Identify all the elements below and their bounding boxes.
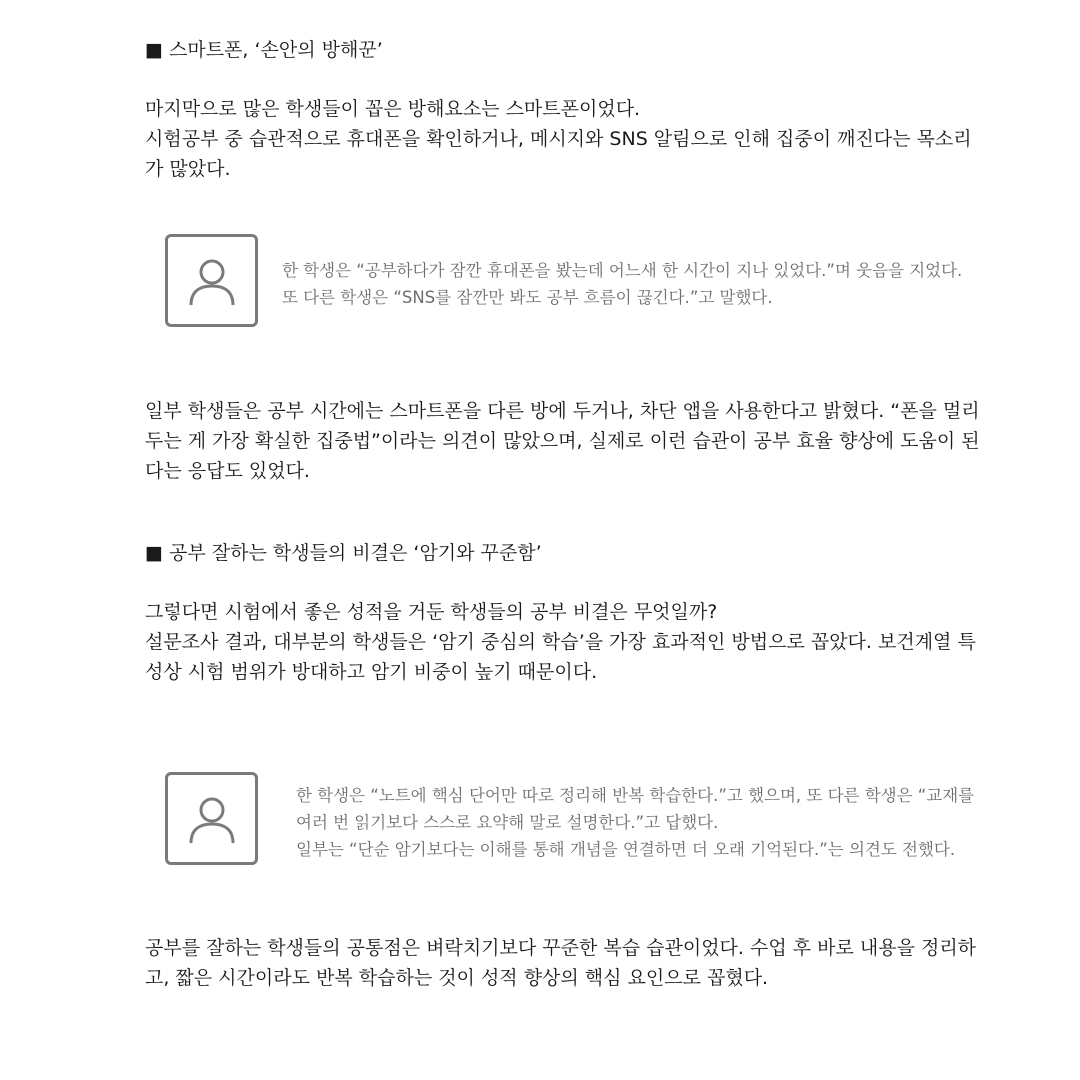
paragraph-line: 마지막으로 많은 학생들이 꼽은 방해요소는 스마트폰이었다. [145,98,641,120]
paragraph-smartphone-solutions [145,396,980,486]
paragraph-line: 그렇다면 시험에서 좋은 성적을 거둔 학생들의 공부 비결은 무엇일까? [145,601,718,623]
quote-text [282,257,962,311]
quote-line: 여러 번 읽기보다 스스로 요약해 말로 설명한다.”고 답했다. [296,813,719,832]
paragraph-study-secret-intro [145,597,975,687]
paragraph-line: 다는 응답도 있었다. [145,460,310,482]
quote-line: 한 학생은 “공부하다가 잠깐 휴대폰을 봤는데 어느새 한 시간이 지나 있었다.”며 웃음을 지었다. [282,261,963,280]
paragraph-line: 가 많았다. [145,158,231,180]
quote-line: 한 학생은 “노트에 핵심 단어만 따로 정리해 반복 학습한다.”고 했으며, 또 다른 학생은 “교재를 [296,786,975,805]
user-avatar-icon [165,772,258,865]
paragraph-line: 시험공부 중 습관적으로 휴대폰을 확인하거나, 메시지와 SNS 알림으로 인해 집중이 깨진다는 목소리 [145,128,972,150]
paragraph-study-habits [145,933,975,993]
paragraph-line: 성상 시험 범위가 방대하고 암기 비중이 높기 때문이다. [145,661,598,683]
user-avatar-icon [165,234,258,327]
paragraph-line: 두는 게 가장 확실한 집중법”이라는 의견이 많았으며, 실제로 이런 습관이 공부 효율 향상에 도움이 된 [145,430,980,452]
paragraph-line: 공부를 잘하는 학생들의 공통점은 벼락치기보다 꾸준한 복습 습관이었다. 수업 후 바로 내용을 정리하 [145,937,977,959]
quote-text [296,782,974,863]
section-heading-smartphone: ■ 스마트폰, ‘손안의 방해꾼’ [145,39,383,61]
paragraph-line: 고, 짧은 시간이라도 반복 학습하는 것이 성적 향상의 핵심 요인으로 꼽혔다. [145,967,769,989]
quote-line: 일부는 “단순 암기보다는 이해를 통해 개념을 연결하면 더 오래 기억된다.”는 의견도 전했다. [296,840,956,859]
quote-line: 또 다른 학생은 “SNS를 잠깐만 봐도 공부 흐름이 끊긴다.”고 말했다. [282,288,773,307]
paragraph-line: 설문조사 결과, 대부분의 학생들은 ‘암기 중심의 학습’을 가장 효과적인 방법으로 꼽았다. 보건계열 특 [145,631,976,653]
section-heading-study-secret: ■ 공부 잘하는 학생들의 비결은 ‘암기와 꾸준함’ [145,542,542,564]
paragraph-line: 일부 학생들은 공부 시간에는 스마트폰을 다른 방에 두거나, 차단 앱을 사용한다고 밝혔다. “폰을 멀리 [145,400,980,422]
paragraph-smartphone-intro [145,94,975,184]
